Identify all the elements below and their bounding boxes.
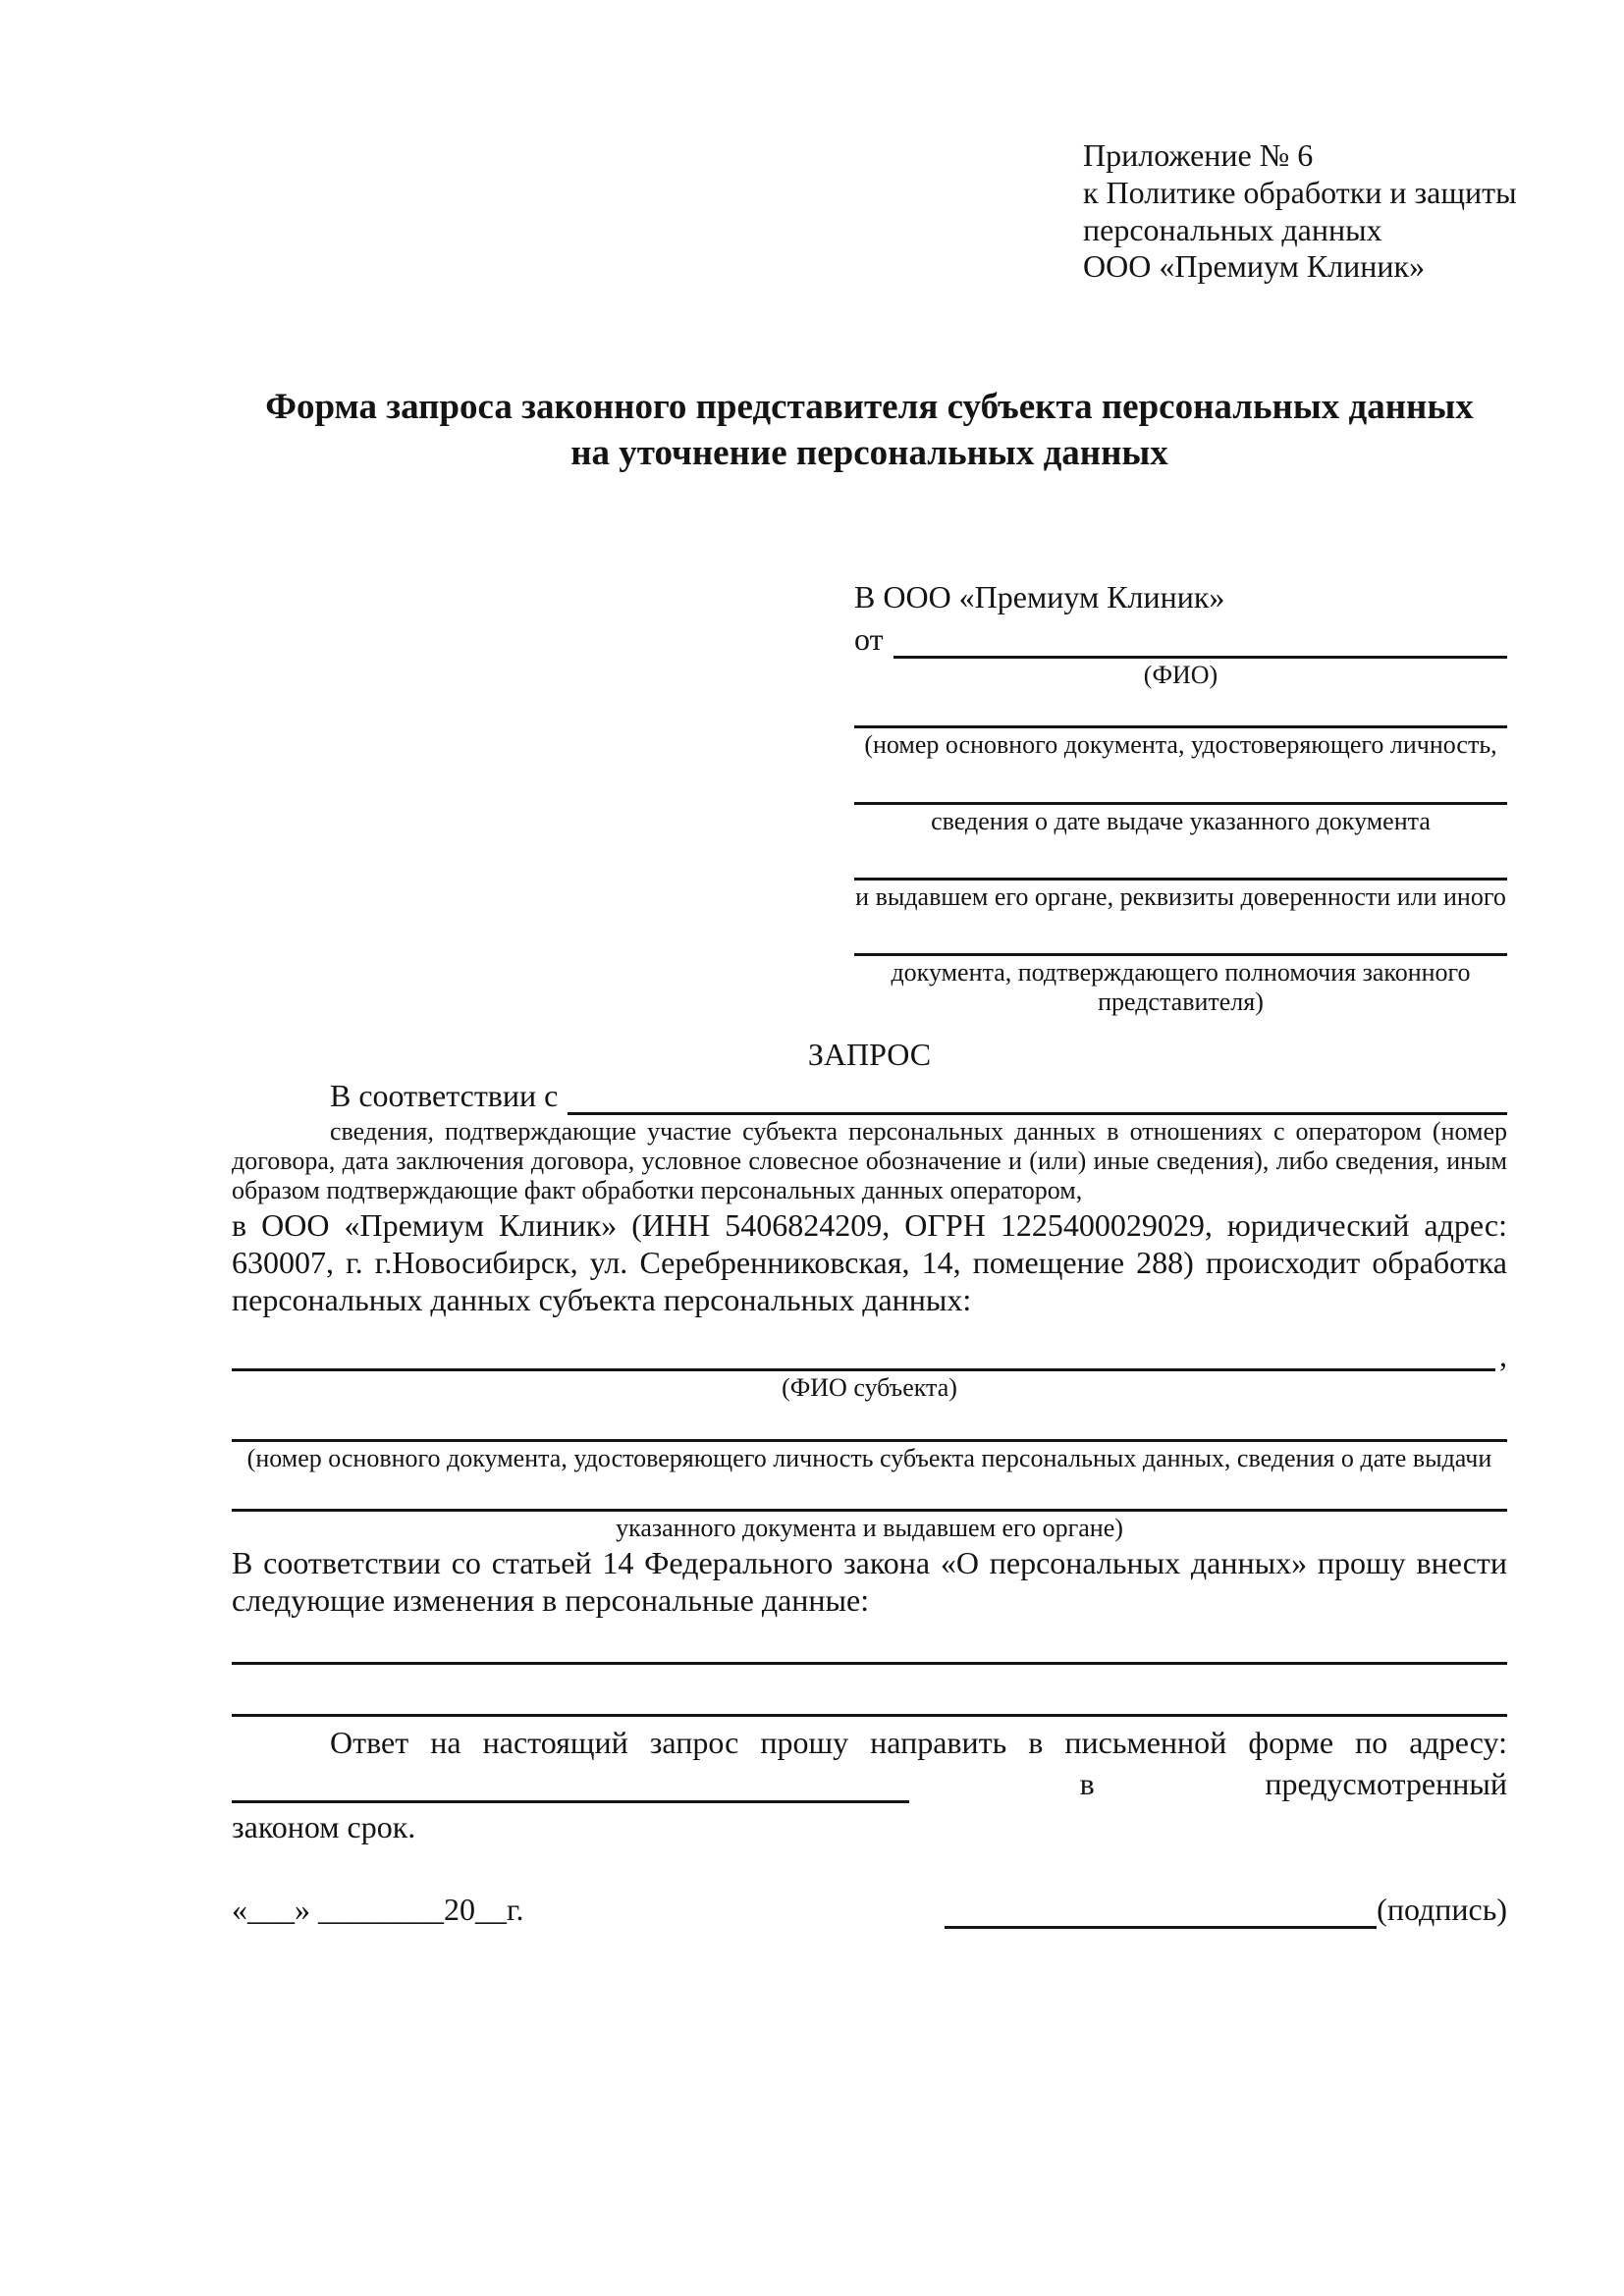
doc-caption: документа, подтверждающего полномочия законного представителя) <box>891 957 1471 1016</box>
reply-sentence: Ответ на настоящий запрос прошу направить в письменной форме по адресу: <box>330 1725 1507 1761</box>
signature-fill-line[interactable] <box>945 1893 1377 1929</box>
subject-doc-caption: указанного документа и выдавшем его органе) <box>616 1513 1123 1542</box>
representative-doc-fill-line[interactable] <box>854 690 1507 728</box>
footer-row <box>232 1892 1507 1929</box>
from-label: от <box>854 621 884 658</box>
representative-doc-fill-line[interactable] <box>854 761 1507 805</box>
reply-tail-word: предусмотренный <box>1265 1766 1507 1802</box>
appendix-line: Приложение № 6 <box>1083 137 1314 173</box>
doc-caption: и выдавшем его органе, реквизиты доверенности или иного <box>855 881 1506 911</box>
reply-mid-word: в <box>1079 1766 1095 1802</box>
accordance-fill-line[interactable] <box>568 1078 1507 1115</box>
doc-caption: (номер основного документа, удостоверяющего личность, <box>864 730 1497 760</box>
amendment-paragraph: В соответствии со статьей 14 Федерального закона «О персональных данных» прошу внести следующие изменения в персональные данные: <box>232 1544 1507 1618</box>
request-heading: ЗАПРОС <box>807 1037 932 1073</box>
subject-doc-caption: (номер основного документа, удостоверяющего личность субъекта персональных данных, сведения о дате выдачи <box>246 1443 1492 1472</box>
subject-fio-caption: (ФИО субъекта) <box>782 1373 957 1403</box>
form-title-line: Форма запроса законного представителя субъекта персональных данных <box>265 387 1474 427</box>
representative-doc-fill-line[interactable] <box>854 912 1507 956</box>
date-fill-line[interactable]: «___» ________20__г. <box>232 1891 524 1927</box>
subject-fio-fill-line[interactable] <box>232 1368 1495 1371</box>
signature-caption: (подпись) <box>1377 1891 1507 1927</box>
subject-doc-fill-line[interactable] <box>232 1404 1507 1442</box>
accordance-row <box>232 1078 1507 1115</box>
signature-block <box>945 1892 1507 1929</box>
doc-caption: сведения о дате выдаче указанного документа <box>931 806 1431 835</box>
appendix-line: персональных данных <box>1083 211 1382 247</box>
accordance-footnote: сведения, подтверждающие участие субъекта персональных данных в отношениях с оператором (номер договора, дата заключения договора, условное словесное обозначение и (или) иные сведения), либо сведения, иным образом подтверждающие факт обработки персональных данных оператором, <box>232 1116 1507 1204</box>
representative-fio-fill-line[interactable] <box>893 621 1507 659</box>
changes-fill-line[interactable] <box>232 1619 1507 1665</box>
subject-doc-fill-line[interactable] <box>232 1473 1507 1512</box>
operator-paragraph: в ООО «Премиум Клиник» (ИНН 5406824209, ОГРН 1225400029029, юридический адрес: 630007, г. г.Новосибирск, ул. Серебренниковская, 14, помещение 288) происходит обработка персональных данных субъекта персональных данных: <box>232 1207 1507 1317</box>
changes-fill-line[interactable] <box>232 1665 1507 1717</box>
reply-address-fill-line[interactable] <box>232 1800 909 1803</box>
addressee-block <box>854 579 1507 1017</box>
reply-address-row <box>232 1762 1507 1803</box>
addressee-to: В ООО «Премиум Клиник» <box>854 578 1225 614</box>
fio-caption: (ФИО) <box>1143 661 1218 690</box>
form-title <box>232 384 1507 477</box>
form-title-line: на уточнение персональных данных <box>570 433 1168 474</box>
representative-doc-fill-line[interactable] <box>854 836 1507 881</box>
reply-last-line: законом срок. <box>232 1809 416 1845</box>
appendix-block <box>1083 137 1517 286</box>
addressee-from-row <box>854 621 1507 659</box>
appendix-line: к Политике обработки и защиты <box>1083 174 1517 210</box>
appendix-line: ООО «Премиум Клиник» <box>1083 248 1426 285</box>
subject-fio-row <box>232 1318 1507 1374</box>
subject-comma: , <box>1499 1338 1507 1374</box>
accordance-prefix: В соответствии с <box>330 1077 559 1113</box>
